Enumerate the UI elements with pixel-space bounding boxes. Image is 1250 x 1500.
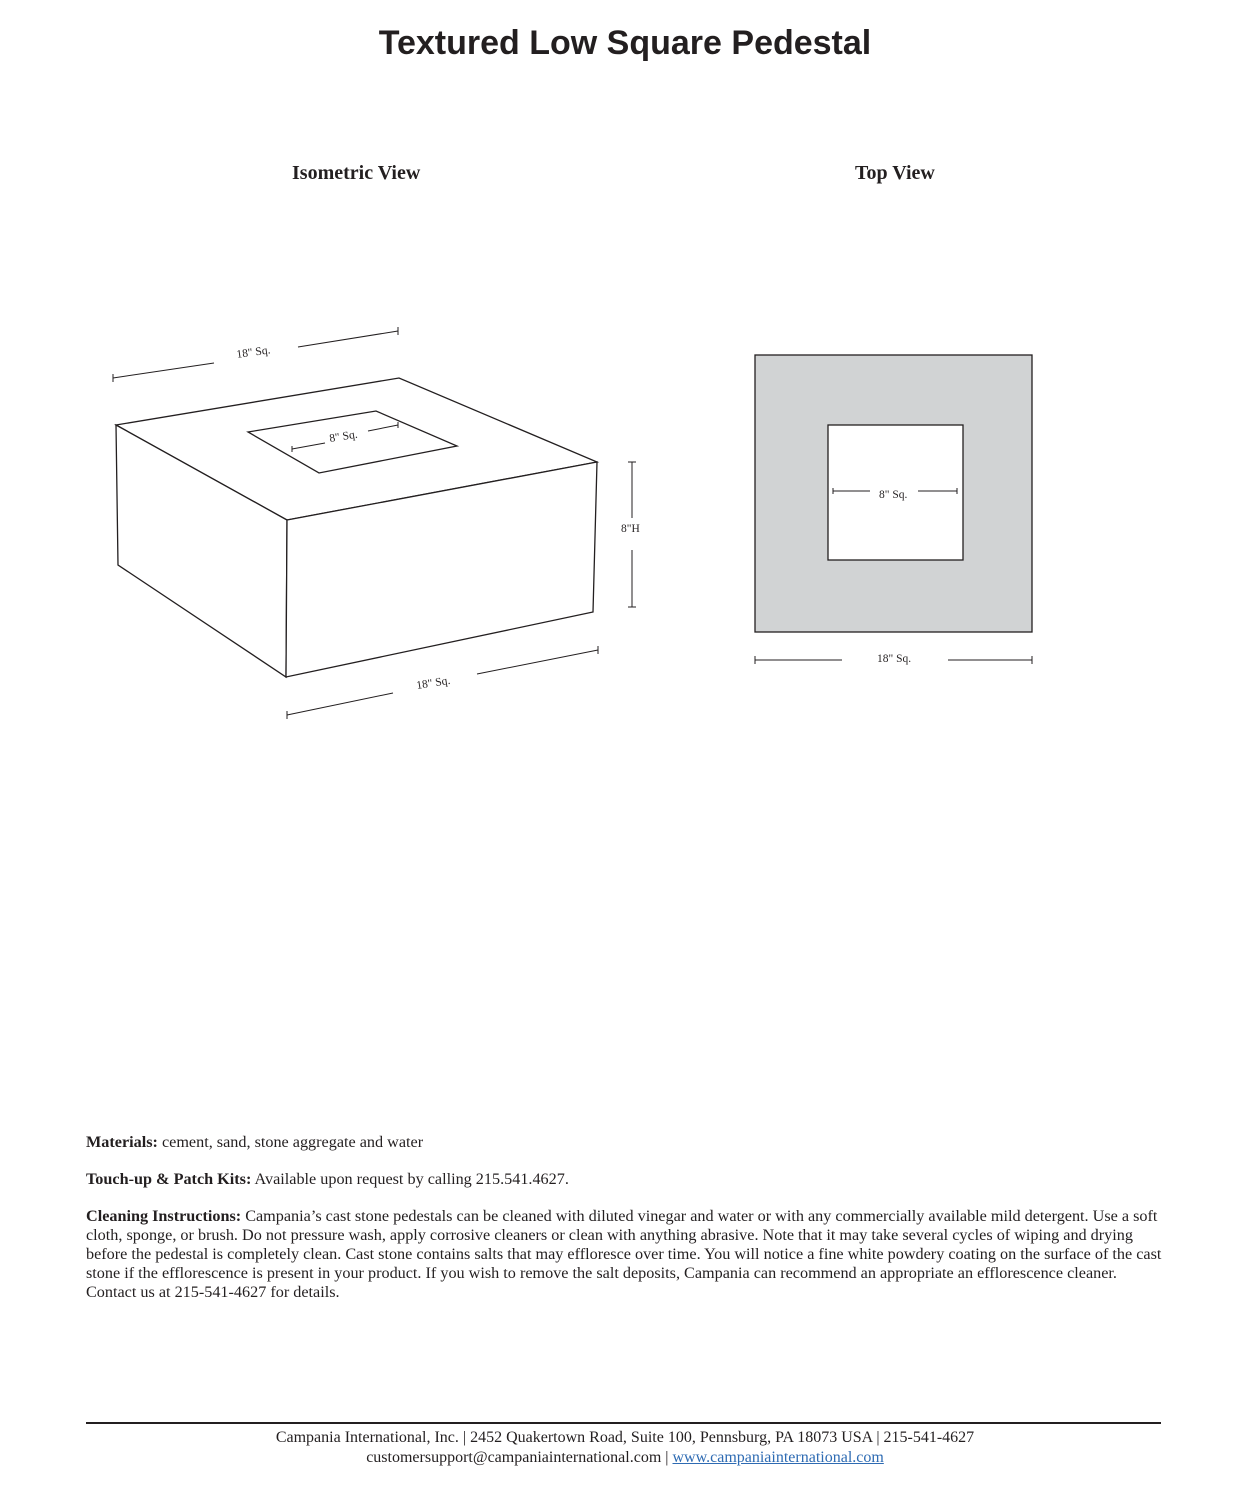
footer-contact xyxy=(0,1448,1250,1468)
footer-separator: | xyxy=(661,1449,673,1466)
cleaning-note xyxy=(86,1207,1166,1302)
footer-address: Campania International, Inc. | 2452 Quakertown Road, Suite 100, Pennsburg, PA 18073 USA | 215-541-4627 xyxy=(275,1429,975,1446)
iso-opening-label: 8" Sq. xyxy=(328,428,359,445)
touchup-text: Available upon request by calling 215.541.4627. xyxy=(251,1170,569,1188)
isometric-pedestal-drawing xyxy=(116,378,597,677)
footer-divider xyxy=(86,1422,1161,1424)
materials-note xyxy=(86,1133,1166,1152)
touchup-label: Touch-up & Patch Kits: xyxy=(86,1170,252,1188)
footer xyxy=(0,1428,1250,1468)
isometric-view-label: Isometric View xyxy=(292,162,421,184)
iso-height-label: 8"H xyxy=(621,523,640,535)
top-view-width-label: 18" Sq. xyxy=(877,653,912,665)
iso-bottom-width-label: 18" Sq. xyxy=(415,674,452,692)
product-notes xyxy=(86,1133,1166,1320)
materials-text: cement, sand, stone aggregate and water xyxy=(157,1133,424,1151)
top-view-opening-label: 8" Sq. xyxy=(879,489,908,501)
website-link[interactable]: www.campaniainternational.com xyxy=(672,1449,884,1466)
footer-email: customersupport@campaniainternational.com xyxy=(366,1449,662,1466)
touchup-note xyxy=(86,1170,1166,1189)
iso-top-width-label: 18" Sq. xyxy=(235,344,272,361)
top-view-label: Top View xyxy=(855,162,935,184)
page-title: Textured Low Square Pedestal xyxy=(378,24,872,62)
cleaning-text: Campania’s cast stone pedestals can be cleaned with diluted vinegar and water or with any commercially available mild detergent. Use a soft cloth, sponge, or brush. Do not pressure wash, apply corrosive cleaners or clean with anything abrasive. Note that it may take several cycles of wiping and drying before the pedestal is completely clean. Cast stone contains salts that may effloresce over time. You will notice a fine white powdery coating on the surface of the cast stone if the efflorescence is present in your product. If you wish to remove the salt deposits, Campania can recommend an appropriate an efflorescence cleaner. Contact us at 215-541-4627 for details. xyxy=(86,1207,1162,1301)
materials-label: Materials: xyxy=(86,1133,158,1151)
cleaning-label: Cleaning Instructions: xyxy=(86,1207,242,1225)
